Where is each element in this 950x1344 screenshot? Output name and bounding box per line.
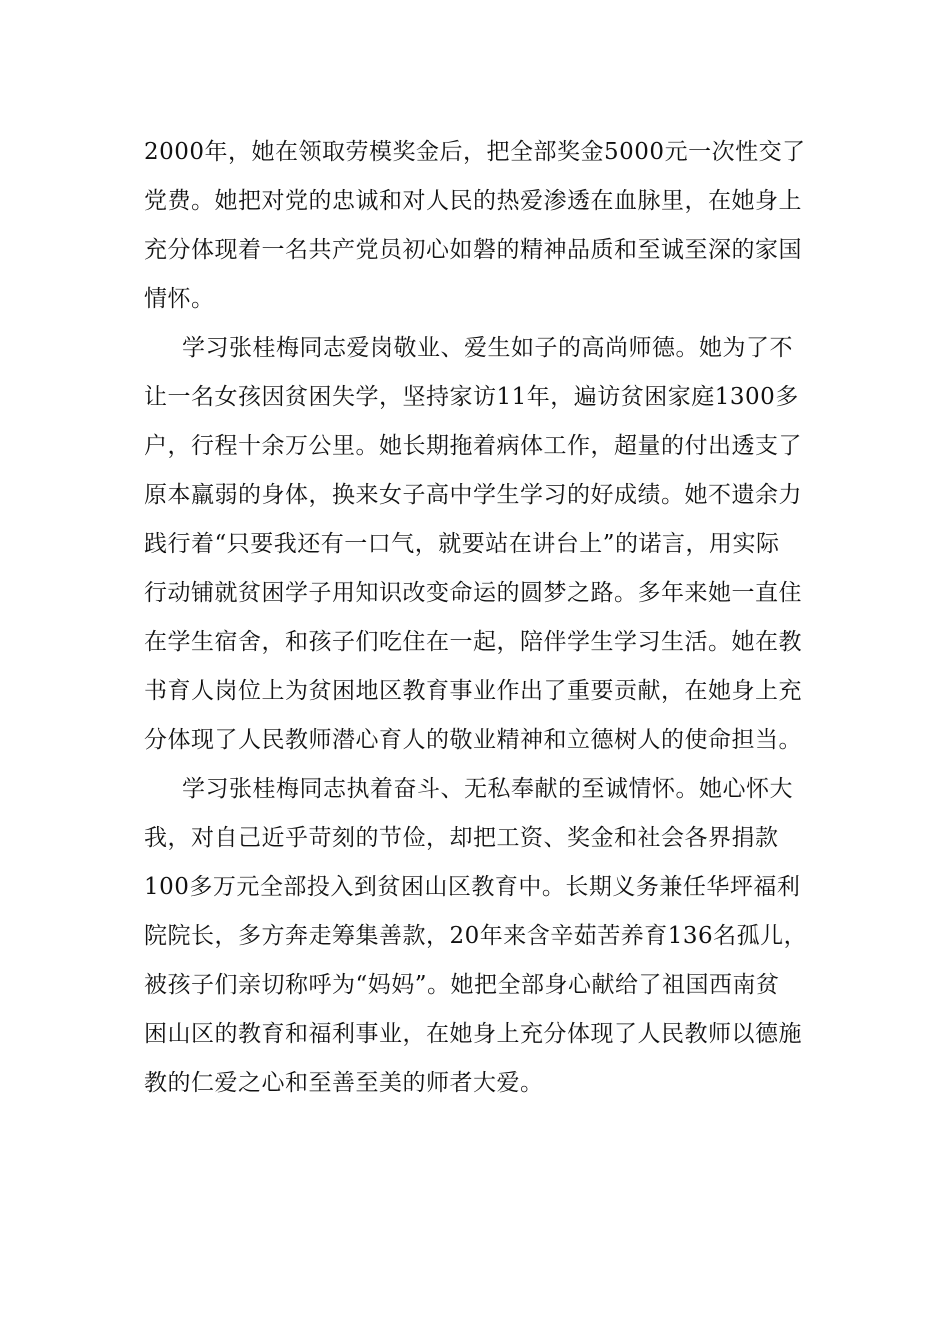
text-line: 2000年，她在领取劳模奖金后，把全部奖金5000元一次性交了 bbox=[144, 139, 806, 165]
paragraph-3 bbox=[144, 765, 808, 1108]
paragraph-2 bbox=[144, 324, 802, 765]
text-line: 行动铺就贫困学子用知识改变命运的圆梦之路。多年来她一直住 bbox=[144, 580, 802, 606]
text-line: 学习张桂梅同志爱岗敬业、爱生如子的高尚师德。她为了不 bbox=[182, 335, 793, 361]
text-line: 原本羸弱的身体，换来女子高中学生学习的好成绩。她不遗余力 bbox=[144, 482, 802, 508]
text-line: 充分体现着一名共产党员初心如磐的精神品质和至诚至深的家国 bbox=[144, 237, 802, 263]
body-text bbox=[144, 128, 808, 1108]
text-line: 党费。她把对党的忠诚和对人民的热爱渗透在血脉里，在她身上 bbox=[144, 188, 802, 214]
text-line: 在学生宿舍，和孩子们吃住在一起，陪伴学生学习生活。她在教 bbox=[144, 629, 802, 655]
text-line: 分体现了人民教师潜心育人的敬业精神和立德树人的使命担当。 bbox=[144, 727, 802, 753]
text-line: 我，对自己近乎苛刻的节俭，却把工资、奖金和社会各界捐款 bbox=[144, 825, 779, 851]
text-line: 学习张桂梅同志执着奋斗、无私奉献的至诚情怀。她心怀大 bbox=[182, 776, 793, 802]
text-line: 困山区的教育和福利事业，在她身上充分体现了人民教师以德施 bbox=[144, 1021, 802, 1047]
paragraph-1 bbox=[144, 128, 806, 324]
text-line: 户，行程十余万公里。她长期拖着病体工作，超量的付出透支了 bbox=[144, 433, 802, 459]
text-line: 教的仁爱之心和至善至美的师者大爱。 bbox=[144, 1070, 544, 1096]
text-line: 践行着“只要我还有一口气，就要站在讲台上”的诺言，用实际 bbox=[144, 531, 780, 557]
text-line: 情怀。 bbox=[144, 286, 215, 312]
text-line: 院院长，多方奔走筹集善款，20年来含辛茹苦养育136名孤儿， bbox=[144, 923, 808, 949]
text-line: 让一名女孩因贫困失学，坚持家访11年，遍访贫困家庭1300多 bbox=[144, 384, 799, 410]
text-line: 被孩子们亲切称呼为“妈妈”。她把全部身心献给了祖国西南贫 bbox=[144, 972, 780, 998]
text-line: 书育人岗位上为贫困地区教育事业作出了重要贡献，在她身上充 bbox=[144, 678, 802, 704]
text-line: 100多万元全部投入到贫困山区教育中。长期义务兼任华坪福利 bbox=[144, 874, 801, 900]
